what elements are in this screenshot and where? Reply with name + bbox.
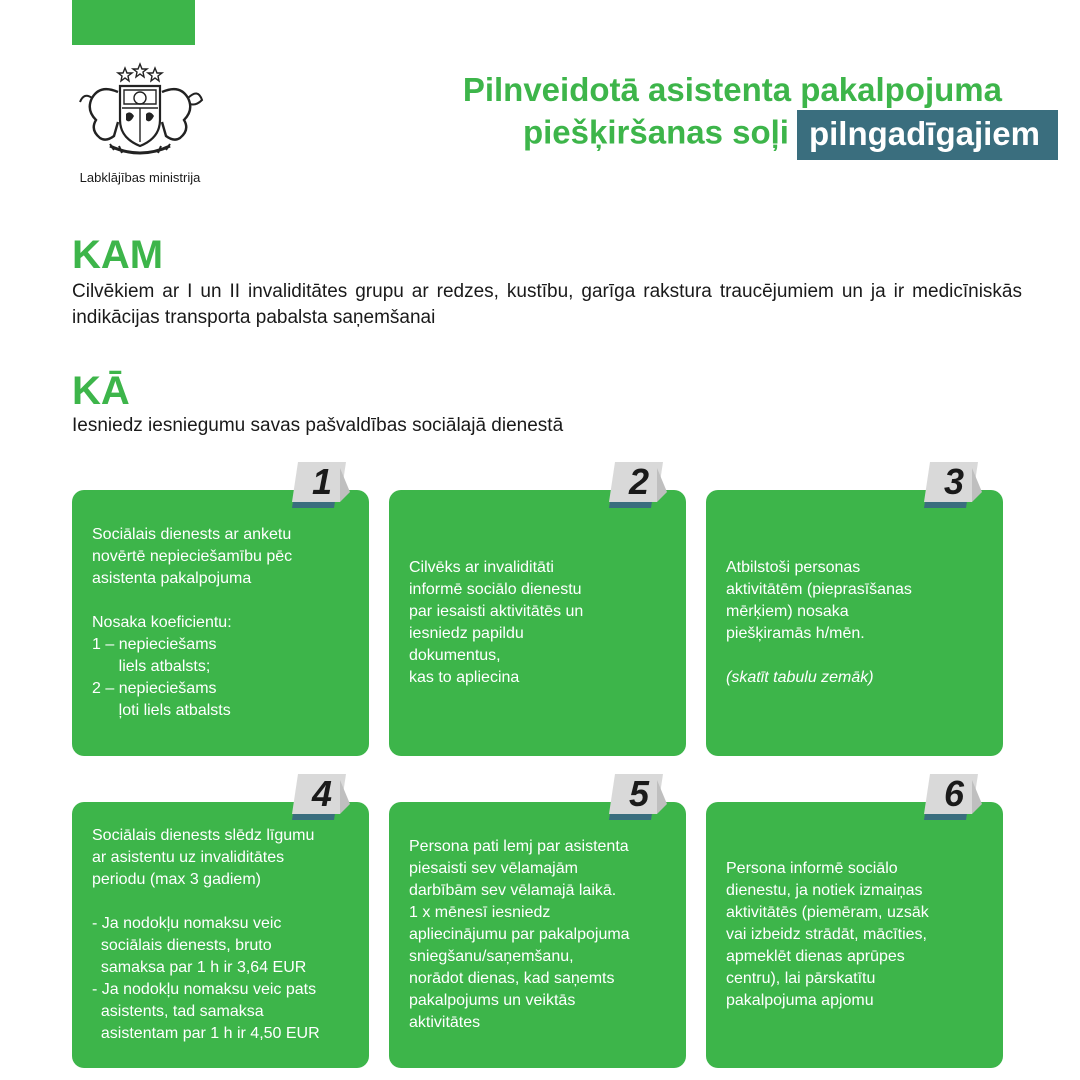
step-card-3 (706, 490, 1003, 756)
step-number-6: 6 (916, 774, 986, 818)
step-4-payment: - Ja nodokļu nomaksu veic sociālais dienests, bruto samaksa par 1 h ir 3,64 EUR - Ja nodokļu nomaksu veic pats asistents, tad samaksa asistentam par 1 h ir 4,50 EUR (92, 915, 320, 1042)
step-number-3: 3 (916, 462, 986, 506)
step-number-1: 1 (284, 462, 354, 506)
ka-heading: KĀ (72, 369, 130, 413)
ka-text: Iesniedz iesniegumu savas pašvaldības sociālajā dienestā (72, 415, 564, 436)
step-card-1 (72, 490, 369, 756)
step-card-4 (72, 802, 369, 1068)
step-3-note: (skatīt tabulu zemāk) (726, 669, 874, 686)
step-1-text: Sociālais dienests ar anketu novērtē nepieciešamību pēc asistenta pakalpojuma (92, 526, 293, 587)
step-card-2 (389, 490, 686, 756)
ministry-name: Labklājības ministrija (79, 170, 201, 185)
title-line-2: piešķiršanas soļi (522, 113, 789, 151)
step-4-text: Sociālais dienests slēdz līgumu ar asistentu uz invaliditātes periodu (max 3 gadiem) (92, 827, 315, 888)
step-3-text: Atbilstoši personas aktivitātēm (pieprasīšanas mērķiem) nosaka piešķiramās h/mēn. (726, 559, 912, 642)
step-5-text: Persona pati lemj par asistenta piesaisti sev vēlamajām darbībām sev vēlamajā laikā. 1 x mēnesī iesniedz apliecinājumu par pakalpojuma sniegšanu/saņemšanu, norādot dienas, kad saņemts pakalpojums un veiktās aktivitātes (409, 838, 630, 1031)
step-card-5 (389, 802, 686, 1068)
ministry-logo (60, 62, 220, 192)
coat-of-arms-icon (70, 62, 210, 162)
step-number-2: 2 (601, 462, 671, 506)
top-accent-bar (72, 0, 195, 45)
kam-text: Cilvēkiem ar I un II invaliditātes grupu ar redzes, kustību, garīga rakstura traucējumiem un ja ir medicīniskās indikācijas transporta pabalsta saņemšanai (72, 281, 1022, 328)
step-1-coefficient: Nosaka koeficientu: 1 – nepieciešams liels atbalsts; 2 – nepieciešams ļoti liels atbalsts (92, 614, 232, 719)
step-number-5: 5 (601, 774, 671, 818)
step-card-6 (706, 802, 1003, 1068)
kam-heading: KAM (72, 233, 164, 277)
audience-badge: pilngadīgajiem (797, 110, 1058, 160)
step-2-text: Cilvēks ar invaliditāti informē sociālo dienestu par iesaisti aktivitātēs un iesniedz papildu dokumentus, kas to apliecina (409, 559, 584, 686)
step-number-4: 4 (284, 774, 354, 818)
step-6-text: Persona informē sociālo dienestu, ja notiek izmaiņas aktivitātēs (piemēram, uzsāk vai izbeidz strādāt, mācīties, apmeklēt dienas aprūpes centru), lai pārskatītu pakalpojuma apjomu (726, 860, 929, 1009)
page-title (462, 70, 1040, 160)
title-line-1: Pilnveidotā asistenta pakalpojuma (462, 71, 1002, 108)
